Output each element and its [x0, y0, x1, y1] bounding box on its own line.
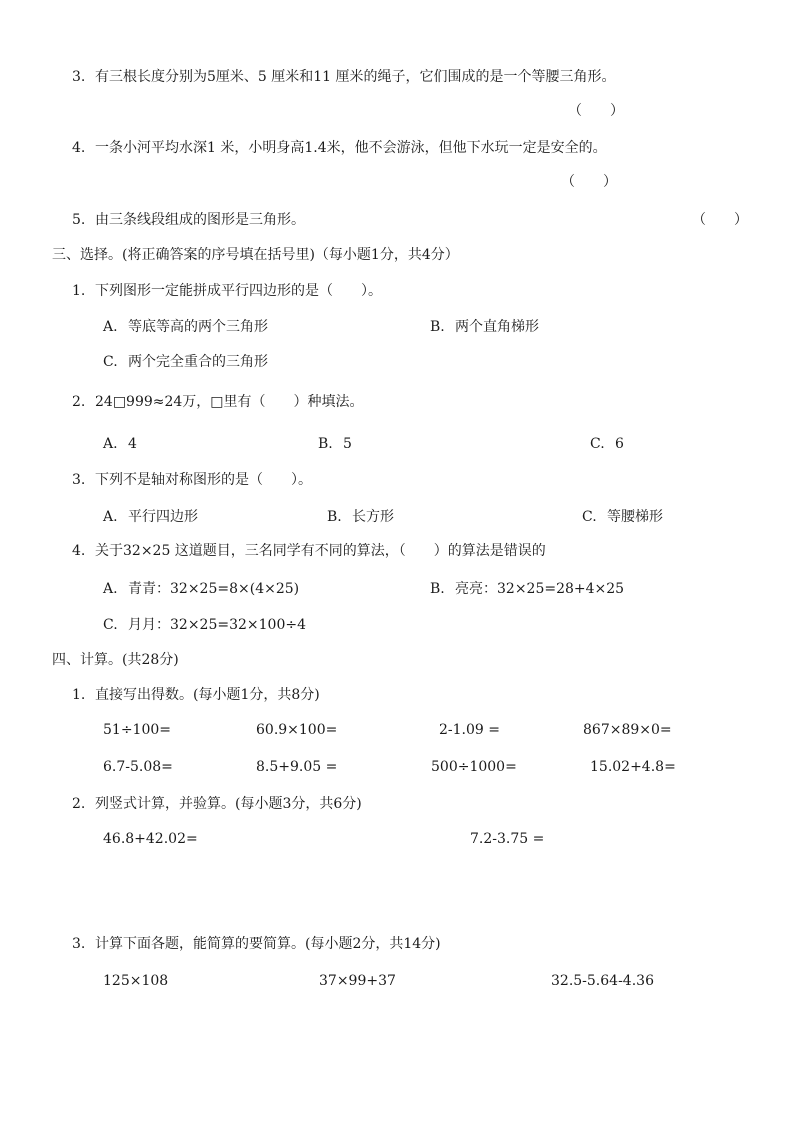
choice-question-4: 关于32×25 这道题目，三名同学有不同的算法，（ ）的算法是错误的	[95, 543, 546, 559]
calc-number-1: 1.	[72, 687, 86, 703]
oral-calc-expr: 51÷100=	[103, 722, 171, 738]
option-4a-text: 青青：32×25=8×(4×25)	[128, 581, 300, 597]
answer-paren-4[interactable]: （ ）	[561, 174, 617, 190]
tf-number-5: 5.	[72, 212, 86, 228]
option-1a-label: A.	[103, 319, 118, 335]
tf-text-4: 一条小河平均水深1 米，小明身高1.4米，他不会游泳，但他下水玩一定是安全的。	[95, 140, 607, 156]
choice-question-3: 下列不是轴对称图形的是（ ）。	[95, 472, 312, 488]
section-3-heading: 三、选择。(将正确答案的序号填在括号里)（每小题1分，共4分）	[52, 247, 459, 263]
option-3c-text: 等腰梯形	[607, 509, 663, 525]
option-2c-text: 6	[615, 436, 624, 452]
option-4c-text: 月月：32×25=32×100÷4	[128, 617, 306, 633]
option-3a-text: 平行四边形	[128, 509, 198, 525]
simplify-calc-expr: 37×99+37	[319, 973, 396, 989]
choice-number-4: 4.	[72, 543, 86, 559]
option-1b-label: B.	[430, 319, 445, 335]
option-2a-text: 4	[128, 436, 137, 452]
section-4-heading: 四、计算。(共28分)	[52, 652, 179, 668]
oral-calc-expr: 867×89×0=	[583, 722, 672, 738]
calc-number-2: 2.	[72, 796, 86, 812]
tf-number-3: 3.	[72, 69, 86, 85]
calc-question-1: 直接写出得数。(每小题1分，共8分)	[95, 687, 320, 703]
option-3a-label: A.	[103, 509, 118, 525]
option-2b-text: 5	[343, 436, 352, 452]
option-4b-text: 亮亮：32×25=28+4×25	[455, 581, 625, 597]
calc-question-2: 列竖式计算，并验算。(每小题3分，共6分)	[95, 796, 362, 812]
option-2b-label: B.	[318, 436, 333, 452]
answer-paren-5[interactable]: （ ）	[692, 212, 748, 228]
choice-number-2: 2.	[72, 394, 86, 410]
option-1b-text: 两个直角梯形	[455, 319, 539, 335]
calc-question-3: 计算下面各题，能简算的要简算。(每小题2分，共14分)	[95, 936, 441, 952]
option-1c-text: 两个完全重合的三角形	[128, 354, 268, 370]
option-4b-label: B.	[430, 581, 445, 597]
option-1a-text: 等底等高的两个三角形	[128, 319, 268, 335]
calc-number-3: 3.	[72, 936, 86, 952]
option-4c-label: C.	[103, 617, 118, 633]
vertical-calc-expr: 46.8+42.02=	[103, 831, 198, 847]
option-4a-label: A.	[103, 581, 118, 597]
vertical-calc-expr: 7.2-3.75 =	[470, 831, 545, 847]
tf-text-5: 由三条线段组成的图形是三角形。	[95, 212, 305, 228]
oral-calc-expr: 6.7-5.08=	[103, 759, 173, 775]
choice-question-2: 24□999≈24万，□里有（ ）种填法。	[95, 394, 364, 410]
oral-calc-expr: 500÷1000=	[431, 759, 517, 775]
option-2c-label: C.	[590, 436, 605, 452]
choice-number-3: 3.	[72, 472, 86, 488]
choice-number-1: 1.	[72, 283, 86, 299]
tf-text-3: 有三根长度分别为5厘米、5 厘米和11 厘米的绳子，它们围成的是一个等腰三角形。	[95, 69, 616, 85]
option-1c-label: C.	[103, 354, 118, 370]
simplify-calc-expr: 32.5-5.64-4.36	[551, 973, 654, 989]
option-2a-label: A.	[103, 436, 118, 452]
choice-question-1: 下列图形一定能拼成平行四边形的是（ ）。	[95, 283, 382, 299]
option-3c-label: C.	[582, 509, 597, 525]
oral-calc-expr: 15.02+4.8=	[590, 759, 676, 775]
simplify-calc-expr: 125×108	[103, 973, 169, 989]
oral-calc-expr: 8.5+9.05 =	[256, 759, 338, 775]
answer-paren-3[interactable]: （ ）	[568, 103, 624, 119]
option-3b-text: 长方形	[352, 509, 394, 525]
tf-number-4: 4.	[72, 140, 86, 156]
oral-calc-expr: 2-1.09 =	[439, 722, 500, 738]
oral-calc-expr: 60.9×100=	[256, 722, 338, 738]
option-3b-label: B.	[327, 509, 342, 525]
